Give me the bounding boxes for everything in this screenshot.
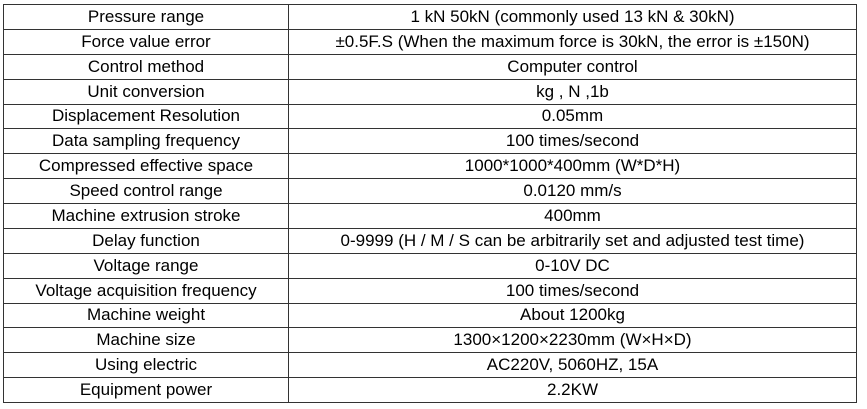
- table-row: [4, 204, 857, 229]
- spec-value: About 1200kg: [289, 303, 857, 328]
- spec-label: Delay function: [4, 228, 289, 253]
- table-row: [4, 79, 857, 104]
- table-row: [4, 353, 857, 378]
- spec-value: ±0.5F.S (When the maximum force is 30kN, the error is ±150N): [289, 29, 857, 54]
- spec-label: Machine weight: [4, 303, 289, 328]
- spec-label: Voltage range: [4, 253, 289, 278]
- table-row: [4, 154, 857, 179]
- table-row: [4, 5, 857, 30]
- spec-value: AC220V, 5060HZ, 15A: [289, 353, 857, 378]
- spec-label: Equipment power: [4, 378, 289, 403]
- spec-label: Speed control range: [4, 179, 289, 204]
- spec-label: Displacement Resolution: [4, 104, 289, 129]
- table-row: [4, 228, 857, 253]
- spec-value: 2.2KW: [289, 378, 857, 403]
- spec-value: kg , N ,1b: [289, 79, 857, 104]
- spec-label: Data sampling frequency: [4, 129, 289, 154]
- table-row: [4, 129, 857, 154]
- specification-table: [3, 4, 857, 403]
- table-row: [4, 54, 857, 79]
- spec-value: 0-10V DC: [289, 253, 857, 278]
- table-row: [4, 179, 857, 204]
- spec-label: Control method: [4, 54, 289, 79]
- table-row: [4, 253, 857, 278]
- table-row: [4, 278, 857, 303]
- table-row: [4, 378, 857, 403]
- spec-value: 1 kN 50kN (commonly used 13 kN & 30kN): [289, 5, 857, 30]
- spec-label: Machine extrusion stroke: [4, 204, 289, 229]
- spec-value: 1300×1200×2230mm (W×H×D): [289, 328, 857, 353]
- spec-label: Pressure range: [4, 5, 289, 30]
- spec-label: Voltage acquisition frequency: [4, 278, 289, 303]
- table-row: [4, 303, 857, 328]
- table-row: [4, 328, 857, 353]
- spec-value: 0-9999 (H / M / S can be arbitrarily set and adjusted test time): [289, 228, 857, 253]
- spec-label: Unit conversion: [4, 79, 289, 104]
- spec-value: 0.05mm: [289, 104, 857, 129]
- spec-value: 0.0120 mm/s: [289, 179, 857, 204]
- spec-value: 100 times/second: [289, 278, 857, 303]
- table-row: [4, 104, 857, 129]
- spec-value: 400mm: [289, 204, 857, 229]
- spec-label: Compressed effective space: [4, 154, 289, 179]
- spec-value: 100 times/second: [289, 129, 857, 154]
- table-row: [4, 29, 857, 54]
- spec-value: Computer control: [289, 54, 857, 79]
- spec-label: Using electric: [4, 353, 289, 378]
- spec-label: Force value error: [4, 29, 289, 54]
- spec-value: 1000*1000*400mm (W*D*H): [289, 154, 857, 179]
- spec-label: Machine size: [4, 328, 289, 353]
